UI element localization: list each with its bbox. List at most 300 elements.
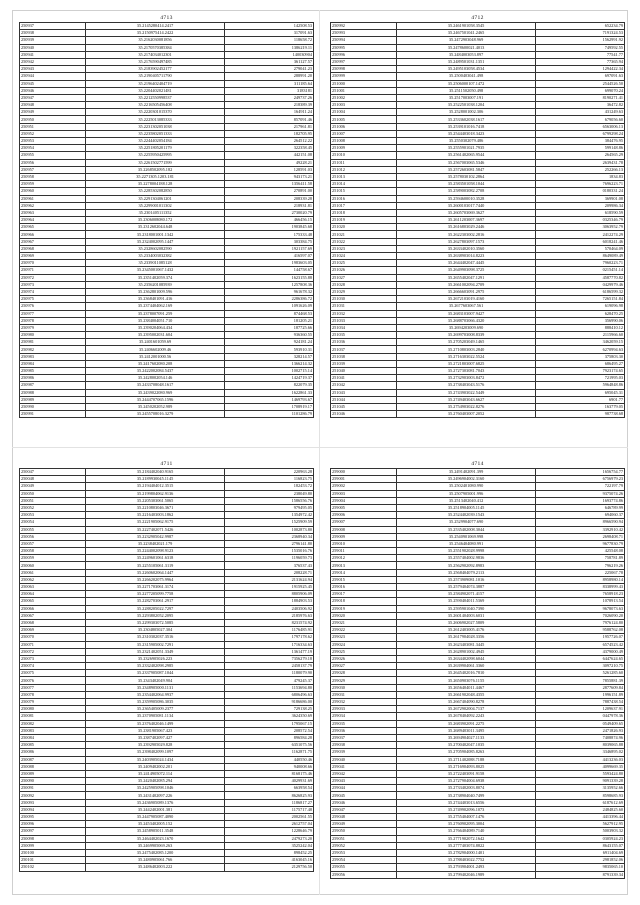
row-id-cell: 259026 <box>331 655 397 662</box>
value-cell: 6447624.65 <box>536 655 625 662</box>
table-row <box>331 619 625 626</box>
row-id-cell: 250986 <box>20 375 86 382</box>
row-id-cell: 250999 <box>331 73 397 80</box>
row-id-cell: 259021 <box>331 619 397 626</box>
coordinate-cell: 35.2293802052.2095 <box>85 612 225 619</box>
value-cell: 7026090.20 <box>536 612 625 619</box>
coordinate-cell: 35.2760902095.3004 <box>396 821 536 828</box>
value-cell: 8338999.43 <box>536 584 625 591</box>
table-row <box>20 835 314 842</box>
row-id-cell: 250978 <box>20 317 86 324</box>
coordinate-cell: 35.2285302082850 <box>85 188 225 195</box>
coordinate-cell: 35.2235802051333 <box>85 130 225 137</box>
row-id-cell: 250083 <box>20 727 86 734</box>
row-id-cell: 259020 <box>331 612 397 619</box>
coordinate-cell: 35.2260602064.1447 <box>85 569 225 576</box>
value-cell: 8598685.93 <box>536 792 625 799</box>
coordinate-cell: 35.2255105061.3119 <box>85 562 225 569</box>
table-row <box>20 87 314 94</box>
coordinate-cell: 35.2486402003.222 <box>85 864 225 871</box>
row-id-cell: 250101 <box>20 857 86 864</box>
value-cell: 940008.66 <box>225 763 314 770</box>
row-id-cell: 251016 <box>331 195 397 202</box>
table-row <box>20 497 314 504</box>
table-row <box>20 238 314 245</box>
value-cell: 1795067.15 <box>225 720 314 727</box>
row-id-cell: 250998 <box>331 66 397 73</box>
row-id-cell: 259013 <box>331 562 397 569</box>
coordinate-cell: 35.2557404002.9836 <box>396 555 536 562</box>
table-row <box>331 612 625 619</box>
row-id-cell: 250066 <box>20 605 86 612</box>
value-cell: 758781.89 <box>536 555 625 562</box>
value-cell: 238049.80 <box>225 490 314 497</box>
row-id-cell: 250080 <box>20 706 86 713</box>
coordinate-cell: 35.2251805201179 <box>85 145 225 152</box>
value-cell: 7658918.23 <box>536 591 625 598</box>
value-cell: 142508.53 <box>225 23 314 30</box>
table-row <box>20 94 314 101</box>
value-cell: 1101286.79 <box>225 411 314 418</box>
value-cell: 0447978.36 <box>536 713 625 720</box>
coordinate-cell: 35.2489501031.1351 <box>396 58 536 65</box>
coordinate-cell: 35.2354402064.9937 <box>85 691 225 698</box>
value-cell: 1656754.77 <box>536 469 625 476</box>
row-id-cell: 251034 <box>331 324 397 331</box>
table-row <box>20 598 314 605</box>
coordinate-cell: 35.2743903022.5449 <box>396 389 536 396</box>
value-cell: 1716334.63 <box>225 641 314 648</box>
table-row <box>20 619 314 626</box>
value-cell: 1535016.76 <box>225 548 314 555</box>
value-cell: 1294422.34 <box>536 66 625 73</box>
row-id-cell: 259025 <box>331 648 397 655</box>
table-row <box>20 691 314 698</box>
row-id-cell: 259053 <box>331 849 397 856</box>
value-cell: 2981852.06 <box>536 857 625 864</box>
table-row <box>331 202 625 209</box>
value-cell: 979495.05 <box>225 504 314 511</box>
table-row <box>331 677 625 684</box>
row-id-cell: 259004 <box>331 497 397 504</box>
coordinate-cell: 35.2568404079.2113 <box>396 569 536 576</box>
coordinate-cell: 35.2617904028.3356 <box>396 634 536 641</box>
table-row <box>20 224 314 231</box>
value-cell: 0429979.46 <box>536 281 625 288</box>
table-row <box>20 663 314 670</box>
value-cell: 3624350.69 <box>225 713 314 720</box>
row-id-cell: 251043 <box>331 389 397 396</box>
value-cell: 182453.72 <box>225 483 314 490</box>
table-row <box>20 512 314 519</box>
coordinate-cell: 35.2678404092.2243 <box>396 713 536 720</box>
coordinate-cell: 35.2688703066.4320 <box>396 317 536 324</box>
value-cell: 987738.68 <box>536 411 625 418</box>
value-cell: 163779.05 <box>536 403 625 410</box>
coordinate-cell: 35.2334003032382 <box>85 253 225 260</box>
table-row <box>20 763 314 770</box>
row-id-cell: 251013 <box>331 173 397 180</box>
value-cell: 7265151.84 <box>536 296 625 303</box>
row-id-cell: 250961 <box>20 195 86 202</box>
value-cell: 1708919.17 <box>225 403 314 410</box>
table-row <box>20 173 314 180</box>
table-row <box>20 504 314 511</box>
table-row <box>20 548 314 555</box>
table-row <box>331 871 625 878</box>
value-cell: 663958.54 <box>225 785 314 792</box>
table-row <box>331 663 625 670</box>
table-row <box>331 584 625 591</box>
row-id-cell: 250966 <box>20 231 86 238</box>
row-id-cell: 250945 <box>20 80 86 87</box>
coordinate-cell: 35.2220301015370 <box>85 109 225 116</box>
row-id-cell: 250095 <box>20 814 86 821</box>
table-row <box>20 706 314 713</box>
value-cell: 479245.37 <box>225 677 314 684</box>
table-row <box>331 253 625 260</box>
row-id-cell: 250939 <box>20 37 86 44</box>
value-cell: 1469793.67 <box>225 396 314 403</box>
value-cell: 6911404.69 <box>536 849 625 856</box>
table-row <box>331 540 625 547</box>
row-id-cell: 259038 <box>331 742 397 749</box>
coordinate-cell: 35.2645402016.7810 <box>396 670 536 677</box>
coordinate-cell: 35.2472903048.969 <box>396 37 536 44</box>
table-row <box>20 727 314 734</box>
row-id-cell: 250067 <box>20 612 86 619</box>
table-row <box>331 742 625 749</box>
value-cell: 822079.35 <box>225 382 314 389</box>
table-row <box>20 267 314 274</box>
value-cell: 8168175.46 <box>225 770 314 777</box>
table-row <box>331 720 625 727</box>
row-id-cell: 251015 <box>331 188 397 195</box>
value-cell: 1153694.80 <box>225 684 314 691</box>
value-cell: 2458137.79 <box>225 663 314 670</box>
coordinate-cell: 35.2727303081.7043 <box>396 368 536 375</box>
coordinate-cell: 35.2458905011.3548 <box>85 828 225 835</box>
row-id-cell: 259045 <box>331 792 397 799</box>
coordinate-cell: 35.2370905081.1134 <box>85 713 225 720</box>
table-row <box>20 756 314 763</box>
row-id-cell: 250975 <box>20 296 86 303</box>
table-row <box>20 605 314 612</box>
coordinate-cell: 35.2249601061.6318 <box>85 555 225 562</box>
coordinate-cell: 35.2589003082.2708 <box>396 188 536 195</box>
vertical-divider <box>319 10 320 895</box>
value-cell: 570464.09 <box>536 245 625 252</box>
table-row <box>20 138 314 145</box>
panel-title: 4713 <box>160 15 173 21</box>
table-row <box>20 123 314 130</box>
value-cell: 1196059.73 <box>225 555 314 562</box>
table-row <box>20 332 314 339</box>
value-cell: 2730020.79 <box>225 209 314 216</box>
row-id-cell: 250964 <box>20 217 86 224</box>
table-row <box>331 109 625 116</box>
row-id-cell: 259030 <box>331 684 397 691</box>
table-row <box>20 555 314 562</box>
row-id-cell: 251010 <box>331 152 397 159</box>
value-cell: 3135952.66 <box>536 785 625 792</box>
value-cell: 264565.29 <box>536 152 625 159</box>
value-cell: 2368940.34 <box>225 533 314 540</box>
table-row <box>331 66 625 73</box>
coordinate-cell: 35.2176590497485 <box>85 58 225 65</box>
value-cell: 3183181 <box>225 87 314 94</box>
table-row <box>20 670 314 677</box>
coordinate-cell: 35.2398402099.1097 <box>85 749 225 756</box>
value-cell: 77365.94 <box>536 58 625 65</box>
row-id-cell: 259041 <box>331 763 397 770</box>
value-cell: 1983603.05 <box>225 260 314 267</box>
table-row <box>20 382 314 389</box>
row-id-cell: 259037 <box>331 734 397 741</box>
table-row <box>331 548 625 555</box>
table-row <box>331 281 625 288</box>
coordinate-cell: 35.2732903003.8472 <box>396 375 536 382</box>
table-row <box>331 73 625 80</box>
table-row <box>331 296 625 303</box>
table-row <box>331 332 625 339</box>
table-row <box>331 562 625 569</box>
value-cell: 36472.82 <box>536 102 625 109</box>
row-id-cell: 259010 <box>331 540 397 547</box>
value-cell: 1957726.07 <box>536 634 625 641</box>
value-cell: 208572.54 <box>225 727 314 734</box>
table-row <box>331 94 625 101</box>
value-cell: 4379000.49 <box>536 648 625 655</box>
table-row <box>331 598 625 605</box>
row-id-cell: 250957 <box>20 166 86 173</box>
row-id-cell: 250970 <box>20 260 86 267</box>
coordinate-cell: 35.2422002084.5437 <box>85 368 225 375</box>
row-id-cell: 259024 <box>331 641 397 648</box>
coordinate-cell: 35.2518904005.1145 <box>396 504 536 511</box>
value-cell: 699070.24 <box>536 87 625 94</box>
table-row <box>20 591 314 598</box>
row-id-cell: 250959 <box>20 181 86 188</box>
coordinate-cell: 35.2710803003.2840 <box>396 346 536 353</box>
coordinate-cell: 35.2546404080.991 <box>396 540 536 547</box>
coordinate-cell: 35.2754903022.8276 <box>396 403 536 410</box>
table-row <box>331 799 625 806</box>
table-row <box>331 267 625 274</box>
coordinate-cell: 35.2390204064.434 <box>85 324 225 331</box>
coordinate-cell: 35.2623403081.3445 <box>396 641 536 648</box>
row-id-cell: 250973 <box>20 281 86 288</box>
table-row <box>331 555 625 562</box>
table-row <box>20 360 314 367</box>
row-id-cell: 250098 <box>20 835 86 842</box>
row-id-cell: 251025 <box>331 260 397 267</box>
value-cell: 7960223.71 <box>536 260 625 267</box>
coordinate-cell: 35.2529904077.690 <box>396 519 536 526</box>
row-id-cell: 250965 <box>20 224 86 231</box>
row-id-cell: 250944 <box>20 73 86 80</box>
value-cell: 6901.77 <box>536 396 625 403</box>
value-cell: 1361477.19 <box>225 648 314 655</box>
coordinate-cell: 35.2561402065.9544 <box>396 152 536 159</box>
value-cell: 1002715.14 <box>225 368 314 375</box>
table-row <box>331 238 625 245</box>
coordinate-cell: 35.2301405111352 <box>85 209 225 216</box>
value-cell: 1834.83 <box>536 173 625 180</box>
value-cell: 1002873.80 <box>225 526 314 533</box>
coordinate-cell: 35.2238402021.179 <box>85 540 225 547</box>
value-cell: 8791339.34 <box>536 871 625 878</box>
table-row <box>20 368 314 375</box>
coordinate-cell: 35.2638903014.8223 <box>396 253 536 260</box>
table-row <box>20 562 314 569</box>
table-row <box>331 533 625 540</box>
table-row <box>20 641 314 648</box>
table-row <box>331 288 625 295</box>
row-id-cell: 251046 <box>331 411 397 418</box>
row-id-cell: 250091 <box>20 785 86 792</box>
row-id-cell: 251032 <box>331 310 397 317</box>
value-cell: 8649089.49 <box>536 253 625 260</box>
table-row <box>331 512 625 519</box>
value-cell: 1162871.75 <box>225 749 314 756</box>
table-row <box>331 310 625 317</box>
table-row <box>331 181 625 188</box>
row-id-cell: 251006 <box>331 123 397 130</box>
value-cell: 2115966.60 <box>536 332 625 339</box>
table-panel-top-right <box>330 14 625 418</box>
table-row <box>331 670 625 677</box>
value-cell: 4413396.44 <box>536 814 625 821</box>
value-cell: 2131624.94 <box>225 576 314 583</box>
table-row <box>331 152 625 159</box>
table-row <box>331 749 625 756</box>
table-row <box>331 778 625 785</box>
coordinate-cell: 35.2450202052.989 <box>85 403 225 410</box>
coordinate-cell: 35.2799402046.1989 <box>396 871 536 878</box>
value-cell: 8231574.92 <box>225 619 314 626</box>
panel-title: 4714 <box>471 461 484 467</box>
value-cell: 2639431.78 <box>536 159 625 166</box>
horizontal-divider <box>12 447 628 448</box>
coordinate-cell: 35.2700402047.1035 <box>396 742 536 749</box>
value-cell: 270891.00 <box>225 188 314 195</box>
coordinate-cell: 35.2760403007.2052 <box>396 411 536 418</box>
row-id-cell: 250969 <box>20 253 86 260</box>
coordinate-cell: 35.2453402005.152 <box>85 821 225 828</box>
row-id-cell: 250082 <box>20 720 86 727</box>
row-id-cell: 250062 <box>20 576 86 583</box>
table-row <box>331 303 625 310</box>
value-cell: 679056.60 <box>536 116 625 123</box>
value-cell: 697091.63 <box>536 73 625 80</box>
table-row <box>331 490 625 497</box>
coordinate-cell: 35.2711402088.7188 <box>396 756 536 763</box>
table-panel-bottom-left <box>19 460 314 872</box>
table-row <box>20 814 314 821</box>
value-cell: 721995.03 <box>536 375 625 382</box>
table-row <box>331 849 625 856</box>
row-id-cell: 250946 <box>20 87 86 94</box>
coordinate-cell: 35.2184402040.9165 <box>85 469 225 476</box>
row-id-cell: 259052 <box>331 842 397 849</box>
table-row <box>331 756 625 763</box>
row-id-cell: 250985 <box>20 368 86 375</box>
coordinate-cell: 35.2321402051.3349 <box>85 648 225 655</box>
row-id-cell: 251037 <box>331 346 397 353</box>
row-id-cell: 250060 <box>20 562 86 569</box>
coordinate-cell: 35.2622303002.2816 <box>396 231 536 238</box>
value-cell: 2129756.50 <box>225 864 314 871</box>
row-id-cell: 250994 <box>331 37 397 44</box>
coordinate-cell: 35.2189930045.1145 <box>85 476 225 483</box>
row-id-cell: 250087 <box>20 756 86 763</box>
value-cell: 896584.28 <box>225 734 314 741</box>
value-cell: 208339.28 <box>225 195 314 202</box>
value-cell: 376537.43 <box>225 562 314 569</box>
row-id-cell: 259005 <box>331 504 397 511</box>
value-cell: 4163045.16 <box>225 857 314 864</box>
value-cell: 874468.53 <box>225 310 314 317</box>
row-id-cell: 259019 <box>331 605 397 612</box>
row-id-cell: 250100 <box>20 849 86 856</box>
table-row <box>331 835 625 842</box>
coordinate-cell: 35.2414905072.114 <box>85 770 225 777</box>
value-cell: 9588762.08 <box>536 627 625 634</box>
table-row <box>331 634 625 641</box>
value-cell: 220963.28 <box>225 469 314 476</box>
row-id-cell: 259054 <box>331 857 397 864</box>
row-id-cell: 251038 <box>331 353 397 360</box>
value-cell: 2185976.63 <box>225 612 314 619</box>
coordinate-cell: 35.2232905042.9987 <box>85 533 225 540</box>
coordinate-cell: 35.2506000107.1472 <box>396 80 536 87</box>
coordinate-cell: 35.2444707065.1596 <box>85 396 225 403</box>
table-row <box>331 476 625 483</box>
value-cell: 5593424.80 <box>536 770 625 777</box>
table-panel-top-left <box>19 14 314 418</box>
coordinate-cell: 35.2436905089.1376 <box>85 799 225 806</box>
coordinate-cell: 35.2705203049.1465 <box>396 339 536 346</box>
table-row <box>331 814 625 821</box>
row-id-cell: 250085 <box>20 742 86 749</box>
coordinate-cell: 35.2738403043.5176 <box>396 382 536 389</box>
row-id-cell: 250937 <box>20 23 86 30</box>
value-cell: 1903845.68 <box>225 224 314 231</box>
row-id-cell: 250059 <box>20 555 86 562</box>
table-row <box>331 483 625 490</box>
row-id-cell: 250972 <box>20 274 86 281</box>
table-row <box>20 310 314 317</box>
coordinate-cell: 35.2667404090.8278 <box>396 699 536 706</box>
row-id-cell: 259016 <box>331 584 397 591</box>
table-row <box>20 51 314 58</box>
coordinate-cell: 35.2590404011.5369 <box>396 598 536 605</box>
row-id-cell: 250081 <box>20 713 86 720</box>
coordinate-cell: 35.2266202075.9964 <box>85 576 225 583</box>
value-cell: 5627912.95 <box>536 821 625 828</box>
table-row <box>331 339 625 346</box>
value-cell: 1356411.58 <box>225 181 314 188</box>
row-id-cell: 251042 <box>331 382 397 389</box>
row-id-cell: 251028 <box>331 281 397 288</box>
value-cell: 1562991.92 <box>536 37 625 44</box>
coordinate-cell: 35.2639904061.3360 <box>396 663 536 670</box>
row-id-cell: 250072 <box>20 648 86 655</box>
value-cell: 6563006.13 <box>536 123 625 130</box>
value-cell: 4099669.35 <box>536 763 625 770</box>
row-id-cell: 250097 <box>20 828 86 835</box>
